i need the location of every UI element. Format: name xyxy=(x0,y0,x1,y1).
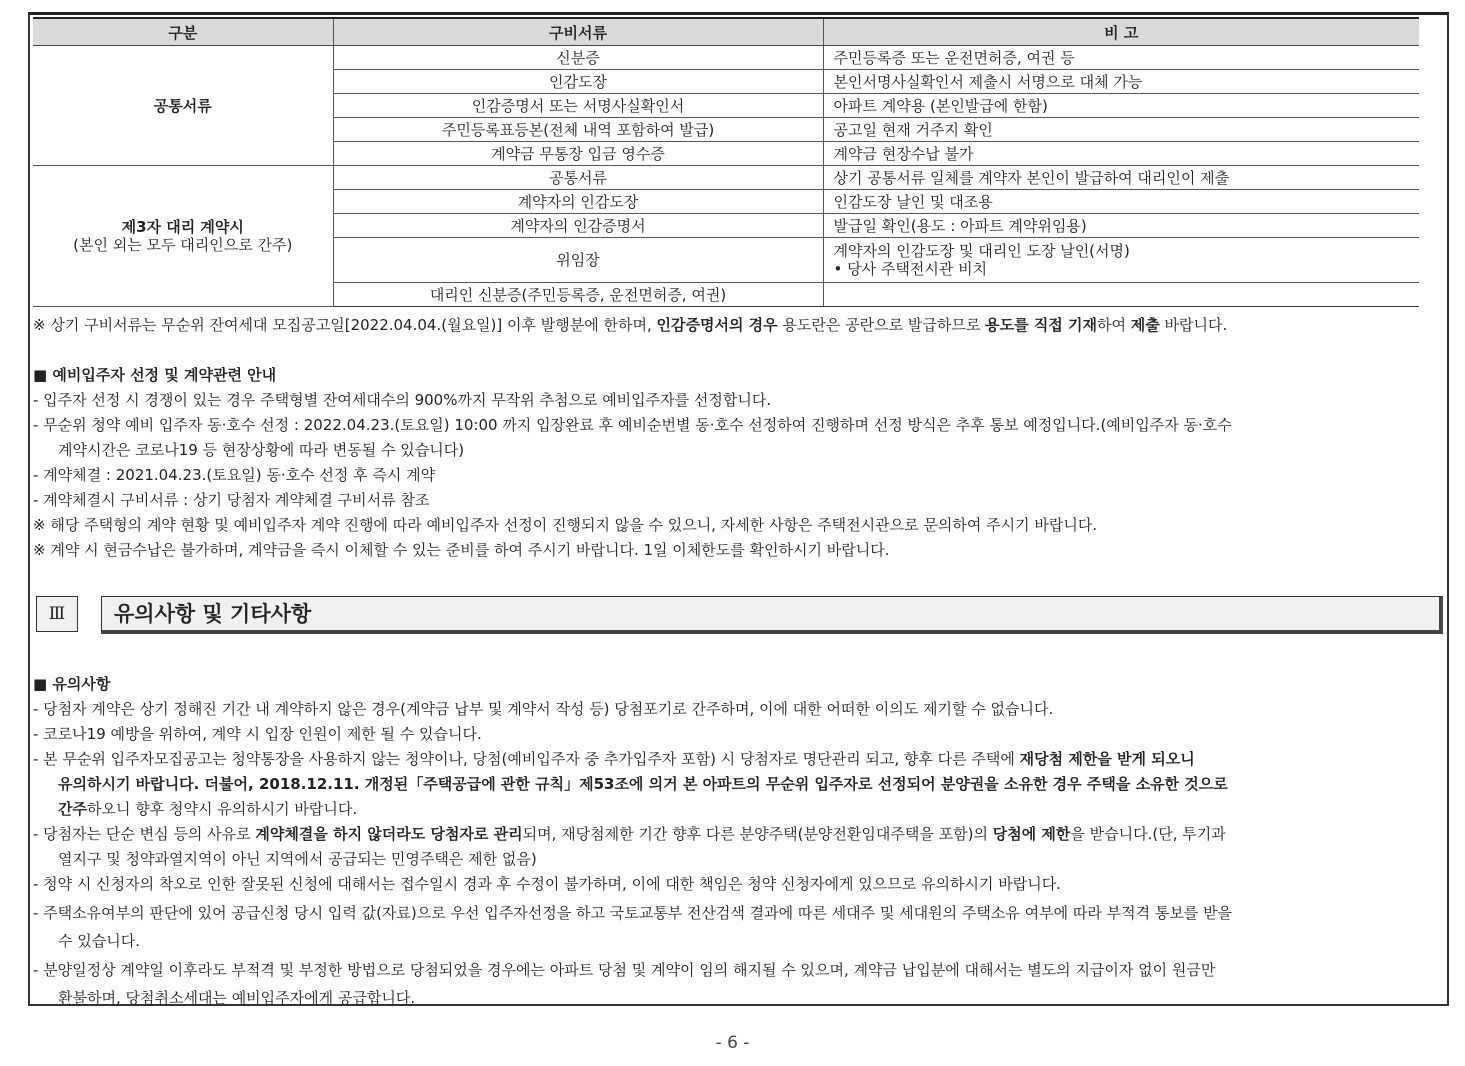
document-cell: 위임장 xyxy=(333,238,823,283)
remark-cell: 주민등록증 또는 운전면허증, 여권 등 xyxy=(823,46,1419,70)
caution-text: - 당첨자는 단순 변심 등의 사유로 xyxy=(33,825,256,843)
remark-cell: 발급일 확인(용도 : 아파트 계약위임용) xyxy=(823,214,1419,238)
category-proxy-label: 제3자 대리 계약시 xyxy=(121,218,244,236)
caution-bold: 재당첨 제한을 받게 되오니 xyxy=(1019,750,1195,768)
table-row xyxy=(33,46,1419,70)
caution-line: 환불하며, 당첨취소세대는 예비입주자에게 공급합니다. xyxy=(58,989,416,1007)
header-documents: 구비서류 xyxy=(333,18,823,46)
caution-line xyxy=(33,823,1226,844)
section-number: Ⅲ xyxy=(36,596,78,632)
remark-cell: 인감도장 날인 및 대조용 xyxy=(823,190,1419,214)
reserve-line: - 계약체결시 구비서류 : 상기 당첨자 계약체결 구비서류 참조 xyxy=(33,491,430,509)
document-cell: 인감도장 xyxy=(333,70,823,94)
reserve-line: ※ 계약 시 현금수납은 불가하며, 계약금을 즉시 이체할 수 있는 준비를 하여 주시기 바랍니다. 1일 이체한도를 확인하시기 바랍니다. xyxy=(33,541,890,559)
caution-text: 되며, 재당첨제한 기간 향후 다른 분양주택(분양전환임대주택을 포함)의 xyxy=(522,825,993,843)
remark-cell xyxy=(823,238,1419,283)
reserve-line: - 무순위 청약 예비 입주자 동·호수 선정 : 2022.04.23.(토요일) 10:00 까지 입장완료 후 예비순번별 동·호수 선정하여 진행하며 선정 방식은 추후 통보 예정입니다.(예비입주자 동·호수 xyxy=(33,416,1232,434)
reserve-line: ※ 해당 주택형의 계약 현황 및 예비입주자 계약 진행에 따라 예비입주자 선정이 진행되지 않을 수 있으니, 자세한 사항은 주택전시관으로 문의하여 주시기 바랍니다. xyxy=(33,516,1098,534)
caution-text: 을 받습니다.(단, 투기과 xyxy=(1070,825,1226,843)
remark-cell: 계약금 현장수납 불가 xyxy=(823,142,1419,166)
reserve-line: - 입주자 선정 시 경쟁이 있는 경우 주택형별 잔여세대수의 900%까지 무작위 추첨으로 예비입주자를 선정합니다. xyxy=(33,391,772,409)
note-bold: 제출 xyxy=(1130,316,1160,334)
caution-line: - 분양일정상 계약일 이후라도 부적격 및 부정한 방법으로 당첨되었을 경우에는 아파트 당첨 및 계약이 임의 해지될 수 있으며, 계약금 납입분에 대해서는 별도의 지급이자 없이 원금만 xyxy=(33,961,1216,979)
category-common: 공통서류 xyxy=(33,46,333,166)
caution-heading: ■ 유의사항 xyxy=(33,675,111,693)
remark-cell: 본인서명사실확인서 제출시 서명으로 대체 가능 xyxy=(823,70,1419,94)
category-proxy-sublabel: (본인 외는 모두 대리인으로 간주) xyxy=(73,236,293,254)
caution-line: 열지구 및 청약과열지역이 아닌 지역에서 공급되는 민영주택은 제한 없음) xyxy=(58,850,537,868)
caution-line xyxy=(33,748,1195,769)
note-text: ※ 상기 구비서류는 무순위 잔여세대 모집공고일[2022.04.04.(월요일)] 이후 발행분에 한하며, xyxy=(33,316,657,334)
document-cell: 계약자의 인감도장 xyxy=(333,190,823,214)
document-cell: 신분증 xyxy=(333,46,823,70)
remark-line: • 당사 주택전시관 비치 xyxy=(833,260,988,278)
document-cell: 계약자의 인감증명서 xyxy=(333,214,823,238)
note-text: 바랍니다. xyxy=(1159,316,1228,334)
documents-note xyxy=(33,314,1227,335)
caution-line: - 당첨자 계약은 상기 정해진 기간 내 계약하지 않은 경우(계약금 납부 및 계약서 작성 등) 당첨포기로 간주하며, 이에 대한 어떠한 이의도 제기할 수 없습니다. xyxy=(33,700,1054,718)
remark-cell: 공고일 현재 거주지 확인 xyxy=(823,118,1419,142)
document-cell: 대리인 신분증(주민등록증, 운전면허증, 여권) xyxy=(333,283,823,307)
note-text: 하여 xyxy=(1097,316,1131,334)
caution-line: - 주택소유여부의 판단에 있어 공급신청 당시 입력 값(자료)으로 우선 입주자선정을 하고 국토교통부 전산검색 결과에 따른 세대주 및 세대원의 주택소유 여부에 따라 부적격 통보를 받을 xyxy=(33,904,1233,922)
table-header-row xyxy=(33,18,1419,46)
document-cell: 계약금 무통장 입금 영수증 xyxy=(333,142,823,166)
remark-cell: 상기 공통서류 일체를 계약자 본인이 발급하여 대리인이 제출 xyxy=(823,166,1419,190)
table-row xyxy=(33,166,1419,190)
remark-cell: 아파트 계약용 (본인발급에 한함) xyxy=(823,94,1419,118)
reserve-heading: ■ 예비입주자 선정 및 계약관련 안내 xyxy=(33,366,277,384)
caution-line: 유의하시기 바랍니다. 더불어, 2018.12.11. 개정된「주택공급에 관한 규칙」제53조에 의거 본 아파트의 무순위 입주자로 선정되어 분양권을 소유한 경우 주택을 소유한 것으로 xyxy=(58,775,1228,793)
page-number: - 6 - xyxy=(715,1033,750,1053)
document-cell: 공통서류 xyxy=(333,166,823,190)
note-bold: 용도를 직접 기재 xyxy=(985,316,1098,334)
caution-text: - 본 무순위 입주자모집공고는 청약통장을 사용하지 않는 청약이나, 당첨(예비입주자 중 추가입주자 포함) 시 당첨자로 명단관리 되고, 향후 다른 주택에 xyxy=(33,750,1020,768)
document-cell: 인감증명서 또는 서명사실확인서 xyxy=(333,94,823,118)
reserve-line: - 계약체결 : 2021.04.23.(토요일) 동·호수 선정 후 즉시 계약 xyxy=(33,466,436,484)
remark-line: 계약자의 인감도장 및 대리인 도장 날인(서명) xyxy=(833,242,1130,260)
reserve-line: 계약시간은 코로나19 등 현장상황에 따라 변동될 수 있습니다) xyxy=(58,441,465,459)
caution-line: - 코로나19 예방을 위하여, 계약 시 입장 인원이 제한 될 수 있습니다. xyxy=(33,725,482,743)
category-proxy xyxy=(33,166,333,307)
caution-bold: 간주 xyxy=(58,800,87,818)
header-category: 구분 xyxy=(33,18,333,46)
required-documents-table xyxy=(33,17,1419,307)
caution-line: 수 있습니다. xyxy=(58,932,140,950)
remark-cell xyxy=(823,283,1419,307)
note-bold: 인감증명서의 경우 xyxy=(656,316,778,334)
caution-bold: 당첨에 제한 xyxy=(992,825,1071,843)
caution-text: 하오니 향후 청약시 유의하시기 바랍니다. xyxy=(86,800,358,818)
caution-line: - 청약 시 신청자의 착오로 인한 잘못된 신청에 대해서는 접수일시 경과 후 수정이 불가하며, 이에 대한 책임은 청약 신청자에게 있으므로 유의하시기 바랍니다. xyxy=(33,875,1061,893)
header-remarks: 비 고 xyxy=(823,18,1419,46)
section-title: 유의사항 및 기타사항 xyxy=(101,596,1443,634)
document-cell: 주민등록표등본(전체 내역 포함하여 발급) xyxy=(333,118,823,142)
note-text: 용도란은 공란으로 발급하므로 xyxy=(777,316,986,334)
caution-bold: 계약체결을 하지 않더라도 당첨자로 관리 xyxy=(255,825,523,843)
caution-line xyxy=(58,798,357,819)
